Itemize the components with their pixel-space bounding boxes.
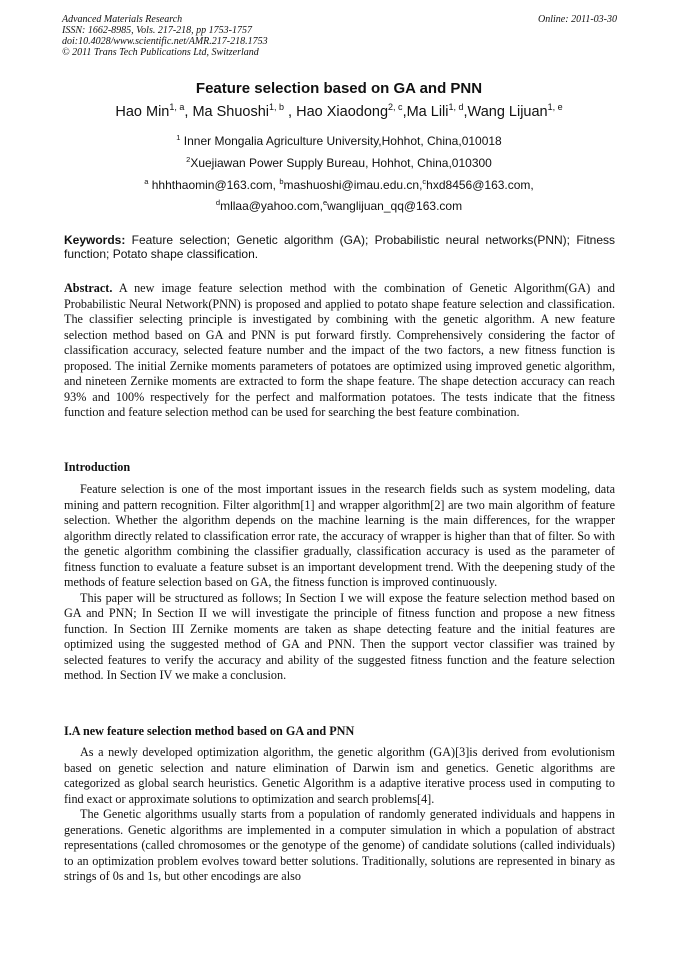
keywords-text: Feature selection; Genetic algorithm (GA); Probabilistic neural networks(PNN); Fitness function; Potato shape classification.: [64, 233, 615, 261]
section-heading-1: I.A new feature selection method based on GA and PNN: [64, 724, 355, 738]
abstract-text: A new image feature selection method with the combination of Genetic Algorithm(GA) and Probabilistic Neural Network(PNN) is proposed and applied to potato shape feature selection and classification. The classifier selecting principle is investigated by combining with the genetic algorithm. A new feature selection method based on GA and PNN is put forward firstly. Comprehensively considering the factor of classification accuracy, selected feature number and the impact of the two factors, a new fitness function is proposed. The initial Zernike moments parameters of potatoes are optimized using improved genetic algorithm, and nineteen Zernike moments are extracted to form the shape feature. The shape detection accuracy can reach 93% and 100% respectively for the perfect and malformation potatoes. The tests indicate that the fitness function and feature selection method can be used for searching the best feature combination.: [64, 281, 615, 419]
affiliation-2: $^2$Xuejiawan Power Supply Bureau, Hohhot, China,010300: [186, 155, 492, 170]
email-line-1: $^a$ hhhthaomin@163.com, $^b$mashuoshi@imau.edu.cn,$^c$hxd8456@163.com,: [144, 177, 534, 192]
email-line-2: $^d$mllaa@yahoo.com,$^e$wanglijuan_qq@163.com: [215, 198, 463, 213]
author: Hao Xiaodong$^{2, c}$,: [296, 102, 407, 120]
author: Ma Lili$^{1, d}$,: [406, 102, 468, 120]
online-date: Online: 2011-03-30: [538, 14, 617, 25]
journal-header: [62, 14, 617, 58]
introduction-body: [64, 482, 615, 684]
author: Ma Shuoshi$^{1, b}$ ,: [192, 102, 297, 120]
paragraph: This paper will be structured as follows; In Section I we will expose the feature selection method based on GA and PNN; In Section II we will investigate the principle of fitness function and propose a new fitness function. In Section III Zernike moments are taken as shape detecting feature and the initial features are optimized using the suggested method of GA and PNN. Then the support vector classifier was trained by selected features to verify the accuracy and ability of the suggested fitness function and the feature selection method. In Section IV we make a conclusion.: [64, 590, 615, 682]
doi-line: doi:10.4028/www.scientific.net/AMR.217-218.1753: [62, 36, 268, 47]
issn-line: ISSN: 1662-8985, Vols. 217-218, pp 1753-1757: [62, 25, 252, 36]
section-heading-introduction: Introduction: [64, 460, 131, 474]
abstract-label: Abstract.: [64, 281, 113, 295]
section-1-body: [64, 745, 615, 885]
affiliation-1: $^1$ Inner Mongalia Agriculture University,Hohhot, China,010018: [176, 133, 502, 148]
paragraph: The Genetic algorithms usually starts from a population of randomly generated individuals and happens in generations. Genetic algorithms are implemented in a computer simulation in which a population of abstract representations (called chromosomes or the genotype of the genome) of candidate solutions (called individuals) to an optimization problem evolves toward better solutions. Traditionally, solutions are represented in binary as strings of 0s and 1s, but other encodings are also: [64, 807, 615, 883]
keywords-label: Keywords:: [64, 233, 126, 247]
author-list: [0, 102, 678, 120]
paper-title: Feature selection based on GA and PNN: [195, 80, 483, 97]
journal-name: Advanced Materials Research: [62, 14, 183, 25]
author: Hao Min$^{1, a}$,: [115, 102, 193, 120]
copyright-line: © 2011 Trans Tech Publications Ltd, Switzerland: [62, 47, 259, 58]
author: Wang Lijuan$^{1, e}$: [467, 102, 563, 120]
paragraph: Feature selection is one of the most important issues in the research fields such as system modeling, data mining and pattern recognition. Filter algorithm[1] and wrapper algorithm[2] are two main algorithm of feature selection. Whether the algorithm depends on the machine learning is the main differences, for the wrapper algorithm directly related to classification error rate, the accuracy of wrapper is higher than that of filter. So with the genetic algorithm combining the classifier gradually, classification accuracy is used as the parameter of fitness function to evaluate a feature subset is an important development trend. With the deepening study of the methods of feature selection based on GA, the fitness function is improved continuously.: [64, 482, 615, 589]
keywords: [64, 233, 615, 261]
paragraph: As a newly developed optimization algorithm, the genetic algorithm (GA)[3]is derived from evolutionism based on genetic selection and nature elimination of Darwin ism and genetics. Genetic algorithms are categorized as global search heuristics. Genetic Algorithm is a adaptive iterative process used in computing to find exact or approximate solutions to optimization and search problems[4].: [64, 745, 615, 806]
abstract: [64, 281, 615, 421]
